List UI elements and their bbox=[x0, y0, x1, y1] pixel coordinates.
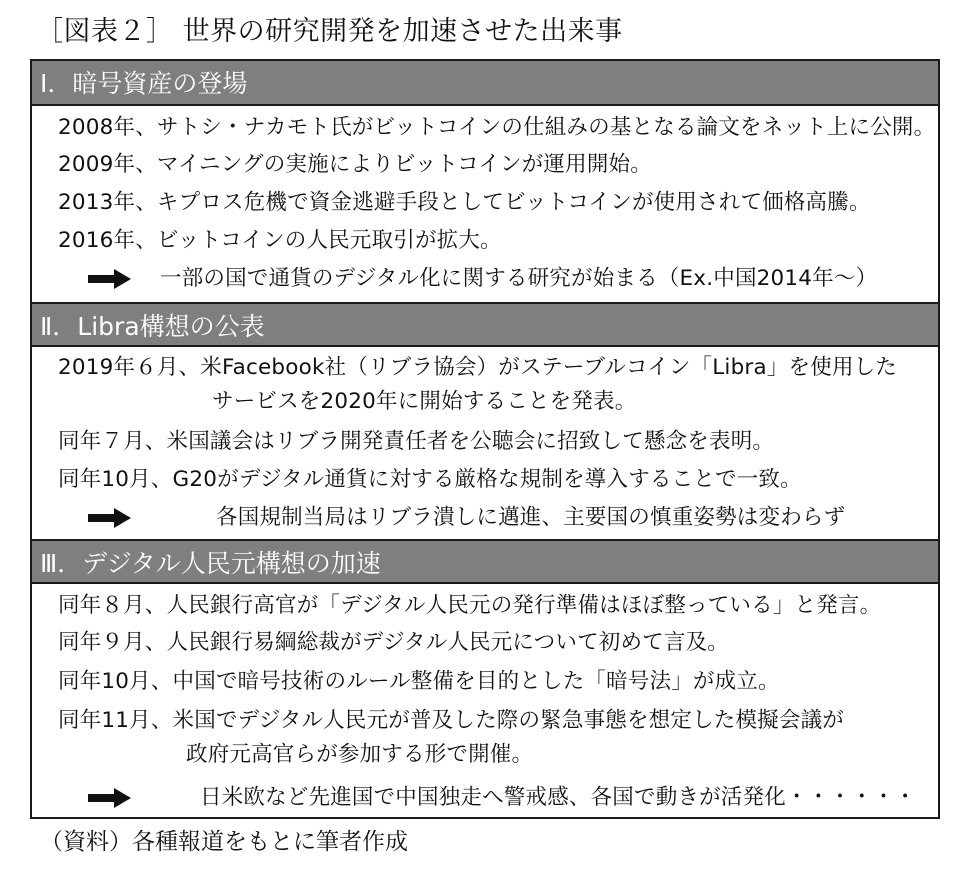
section-3-line-2: 同年９月、人民銀行易綱総裁がデジタル人民元について初めて言及。 bbox=[58, 630, 729, 655]
section-3-line-1: 同年８月、人民銀行高官が「デジタル人民元の発行準備はほぼ整っている」と発言。 bbox=[58, 593, 882, 618]
section-1-line-3: 2013年、キプロス危機で資金逃避手段としてビットコインが使用されて価格高騰。 bbox=[58, 190, 871, 215]
right-arrow-icon bbox=[88, 507, 132, 529]
section-header-1: Ⅰ．暗号資産の登場 bbox=[32, 61, 938, 106]
section-1-conclusion: 一部の国で通貨のデジタル化に関する研究が始まる（Ex.中国2014年～） bbox=[160, 266, 878, 291]
section-header-2: Ⅱ．Libra構想の公表 bbox=[32, 302, 938, 347]
section-2-line-4: 同年10月、G20がデジタル通貨に対する厳格な規制を導入することで一致。 bbox=[58, 467, 802, 492]
section-header-3: Ⅲ．デジタル人民元構想の加速 bbox=[32, 539, 938, 584]
section-2-conclusion: 各国規制当局はリブラ潰しに邁進、主要国の慎重姿勢は変わらず bbox=[216, 505, 846, 530]
section-2-line-1: 2019年６月、米Facebook社（リブラ協会）がステーブルコイン「Libra」を使用した bbox=[58, 355, 898, 380]
right-arrow-icon bbox=[88, 268, 132, 290]
section-1-line-4: 2016年、ビットコインの人民元取引が拡大。 bbox=[58, 228, 502, 253]
section-1-line-2: 2009年、マイニングの実施によりビットコインが運用開始。 bbox=[58, 152, 652, 177]
section-3-conclusion: 日米欧など先進国で中国独走へ警戒感、各国で動きが活発化・・・・・・ bbox=[200, 785, 917, 810]
section-3-line-3: 同年10月、中国で暗号技術のルール整備を目的とした「暗号法」が成立。 bbox=[58, 669, 780, 694]
right-arrow-icon bbox=[88, 787, 132, 809]
section-2-line-2: サービスを2020年に開始することを発表。 bbox=[212, 389, 637, 414]
source-note: （資料）各種報道をもとに筆者作成 bbox=[40, 829, 408, 855]
section-3-line-5: 政府元高官らが参加する形で開催。 bbox=[186, 742, 534, 767]
section-2-line-3: 同年７月、米国議会はリブラ開発責任者を公聴会に招致して懸念を表明。 bbox=[58, 429, 775, 454]
figure-title: ［図表２］ 世界の研究開発を加速させた出来事 bbox=[36, 16, 623, 47]
section-3-line-4: 同年11月、米国でデジタル人民元が普及した際の緊急事態を想定した模擬会議が bbox=[58, 708, 844, 733]
figure-frame bbox=[30, 59, 940, 819]
section-1-line-1: 2008年、サトシ・ナカモト氏がビットコインの仕組みの基となる論文をネット上に公開。 bbox=[58, 115, 936, 140]
